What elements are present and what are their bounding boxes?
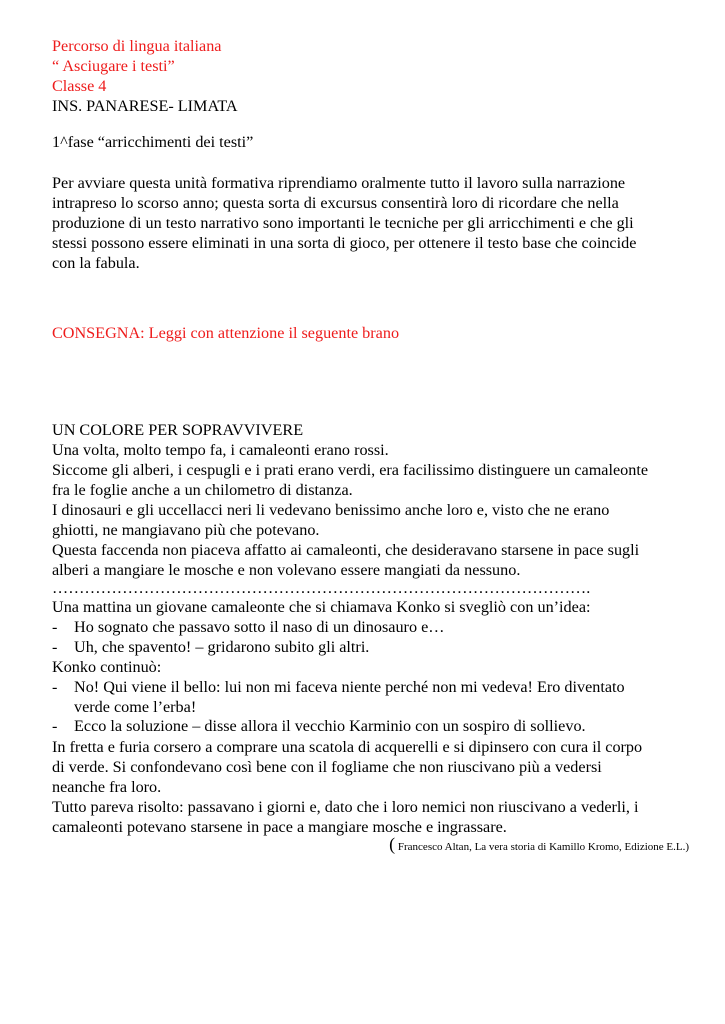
story-title: UN COLORE PER SOPRAVVIVERE — [52, 421, 304, 439]
dialogue-line: Uh, che spavento! – gridarono subito gli altri. — [74, 638, 370, 656]
dialogue-dash: - — [52, 717, 58, 735]
ellipsis-separator: ………………………………………………………………………………………. — [52, 579, 591, 597]
course-title: Percorso di lingua italiana — [52, 37, 222, 55]
intro-line: produzione di un testo narrativo sono importanti le tecniche per gli arricchimenti e che gli — [52, 214, 634, 232]
story-line: di verde. Si confondevano così bene con il fogliame che non riuscivano più a vedersi — [52, 758, 602, 776]
teachers-label: INS. PANARESE- LIMATA — [52, 97, 238, 115]
citation-paren: ( — [389, 834, 396, 854]
story-line: In fretta e furia corsero a comprare una scatola di acquerelli e si dipinsero con cura il corpo — [52, 738, 643, 756]
dialogue-line: Ho sognato che passavo sotto il naso di un dinosauro e… — [74, 618, 445, 636]
story-line: Konko continuò: — [52, 658, 162, 676]
story-line: camaleonti potevano starsene in pace a mangiare mosche e ingrassare. — [52, 818, 507, 836]
citation-text: Francesco Altan, La vera storia di Kamillo Kromo, Edizione E.L.) — [395, 841, 689, 853]
dialogue-line: verde come l’erba! — [74, 698, 197, 716]
intro-line: con la fabula. — [52, 254, 140, 272]
dialogue-dash: - — [52, 678, 58, 696]
dialogue-dash: - — [52, 618, 58, 636]
dialogue-line: Ecco la soluzione – disse allora il vecchio Karminio con un sospiro di sollievo. — [74, 717, 586, 735]
dialogue-dash: - — [52, 638, 58, 656]
project-title: “ Asciugare i testi” — [52, 57, 175, 75]
story-line: ghiotti, ne mangiavano più che potevano. — [52, 521, 320, 539]
story-line: Siccome gli alberi, i cespugli e i prati erano verdi, era facilissimo distinguere un camaleonte — [52, 461, 649, 479]
intro-line: Per avviare questa unità formativa riprendiamo oralmente tutto il lavoro sulla narrazione — [52, 174, 626, 192]
intro-line: stessi possono essere eliminati in una sorta di gioco, per ottenere il testo base che coincide — [52, 234, 637, 252]
source-citation — [389, 834, 689, 857]
story-line: Questa faccenda non piaceva affatto ai camaleonti, che desideravano starsene in pace sugli — [52, 541, 640, 559]
class-label: Classe 4 — [52, 77, 107, 95]
story-line: Tutto pareva risolto: passavano i giorni e, dato che i loro nemici non riuscivano a vederli, i — [52, 798, 639, 816]
intro-line: intrapreso lo scorso anno; questa sorta di excursus consentirà loro di ricordare che nella — [52, 194, 619, 212]
phase-heading: 1^fase “arricchimenti dei testi” — [52, 133, 254, 151]
story-line: Una mattina un giovane camaleonte che si chiamava Konko si svegliò con un’idea: — [52, 598, 591, 616]
instruction: CONSEGNA: Leggi con attenzione il seguente brano — [52, 324, 400, 342]
dialogue-line: No! Qui viene il bello: lui non mi faceva niente perché non mi vedeva! Ero diventato — [74, 678, 625, 696]
story-line: I dinosauri e gli uccellacci neri li vedevano benissimo anche loro e, visto che ne erano — [52, 501, 610, 519]
story-line: fra le foglie anche a un chilometro di distanza. — [52, 481, 353, 499]
story-line: neanche fra loro. — [52, 778, 162, 796]
story-line: Una volta, molto tempo fa, i camaleonti erano rossi. — [52, 441, 389, 459]
story-line: alberi a mangiare le mosche e non volevano essere mangiati da nessuno. — [52, 561, 521, 579]
